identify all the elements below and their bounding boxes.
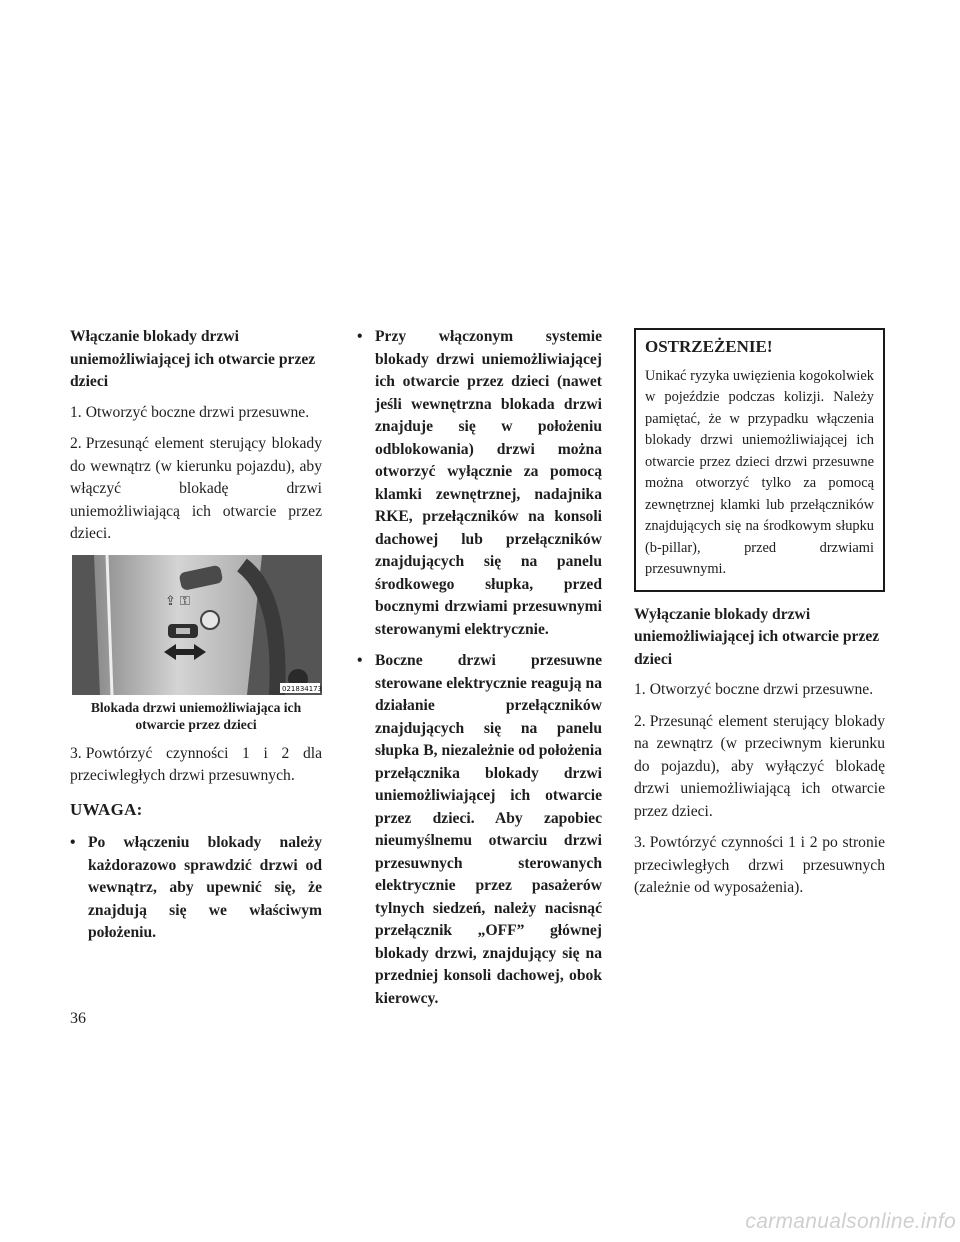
- left-column: [70, 326, 322, 954]
- bullet-dot: •: [357, 652, 363, 669]
- note-bullet: [357, 326, 602, 641]
- step-number: 1.: [70, 403, 82, 421]
- child-lock-figure: [72, 555, 322, 695]
- bullet-text: Przy włączonym systemie blokady drzwi uniemożliwiającej ich otwarcie przez dzieci (nawet jeśli wewnętrzna blokada drzwi znajduje się w położeniu odblokowania) drzwi można otworzyć wyłącznie za pomocą klamki zewnętrznej, nadajnika RKE, przełączników na konsoli dachowej lub przełączników znajdujących się na panelu środkowego słupka, przed bocznymi drzwiami przesuwnymi sterowanymi elektrycznie.: [375, 328, 602, 638]
- note-heading: UWAGA:: [70, 799, 143, 819]
- section-heading-disable: Wyłączanie blokady drzwi uniemożliwiającej ich otwarcie przez dzieci: [634, 605, 880, 668]
- step-2: [70, 433, 322, 546]
- right-column: [634, 326, 885, 909]
- child-lock-illustration: [72, 555, 322, 695]
- step-text: Przesunąć element sterujący blokady na zewnątrz (w przeciwnym kierunku do pojazdu), aby wyłączyć blokadę drzwi uniemożliwiającą ich otwarcie przez dzieci.: [634, 712, 885, 820]
- step-text: Powtórzyć czynności 1 i 2 po stronie przeciwległych drzwi przesuwnych (zależnie od wyposażenia).: [634, 834, 885, 896]
- middle-column: [357, 326, 602, 1019]
- step-number: 1.: [634, 681, 646, 698]
- bullet-text: Po włączeniu blokady należy każdorazowo sprawdzić drzwi od wewnątrz, aby upewnić się, że znajdują się we właściwym położeniu.: [88, 834, 322, 941]
- note-bullet: [357, 650, 602, 1010]
- warning-title: OSTRZEŻENIE!: [645, 337, 773, 356]
- step-3: [634, 832, 885, 900]
- step-number: 2.: [70, 435, 82, 452]
- step-number: 3.: [634, 834, 646, 851]
- bullet-text: Boczne drzwi przesuwne sterowane elektrycznie reagują na działanie przełączników znajdujących się na panelu słupka B, niezależnie od położenia przełącznika blokady drzwi uniemożliwiającej ich otwarcie przez dzieci. Aby zapobiec nieumyślnemu otwarciu drzwi przesuwnych sterowanych elektrycznie przez pasażerów tylnych siedzeń, należy nacisnąć przełącznik „OFF” głównej blokady drzwi, znajdujący się na przedniej konsoli dachowej, obok kierowcy.: [375, 652, 602, 1007]
- step-1: [70, 402, 322, 425]
- svg-text:⇪ ⚿: ⇪ ⚿: [165, 593, 190, 609]
- step-1: [634, 679, 885, 702]
- step-number: 3.: [70, 744, 82, 762]
- step-3: [70, 743, 322, 788]
- section-heading-enable: Włączanie blokady drzwi uniemożliwiającej ich otwarcie przez dzieci: [70, 328, 316, 390]
- step-number: 2.: [634, 712, 646, 730]
- bullet-dot: •: [357, 328, 363, 345]
- note-bullet: [70, 832, 322, 945]
- step-2: [634, 711, 885, 824]
- step-text: Otworzyć boczne drzwi przesuwne.: [85, 403, 310, 421]
- bullet-dot: •: [70, 834, 76, 851]
- warning-box: [634, 328, 885, 592]
- figure-code: 021834173: [282, 684, 322, 693]
- step-text: Powtórzyć czynności 1 i 2 dla przeciwległych drzwi przesuwnych.: [70, 744, 322, 784]
- footer-watermark: carmanualsonline.info: [745, 1210, 956, 1233]
- step-text: Otworzyć boczne drzwi przesuwne.: [649, 681, 874, 698]
- figure-caption: Blokada drzwi uniemożliwiająca ich otwarcie przez dzieci: [90, 699, 302, 732]
- page-number: 36: [70, 1010, 86, 1027]
- warning-text: Unikać ryzyka uwięzienia kogokolwiek w pojeździe podczas kolizji. Należy pamiętać, że w przypadku włączenia blokady drzwi uniemożliwiającej ich otwarcie przez dzieci drzwi przesuwne można otworzyć tylko za pomocą zewnętrznej klamki lub przełączników znajdujących się na środkowym słupku (b-pillar), przed drzwiami przesuwnymi.: [645, 367, 874, 577]
- step-text: Przesunąć element sterujący blokady do wewnątrz (w kierunku pojazdu), aby włączyć blokadę drzwi uniemożliwiającą ich otwarcie przez dzieci.: [70, 435, 322, 542]
